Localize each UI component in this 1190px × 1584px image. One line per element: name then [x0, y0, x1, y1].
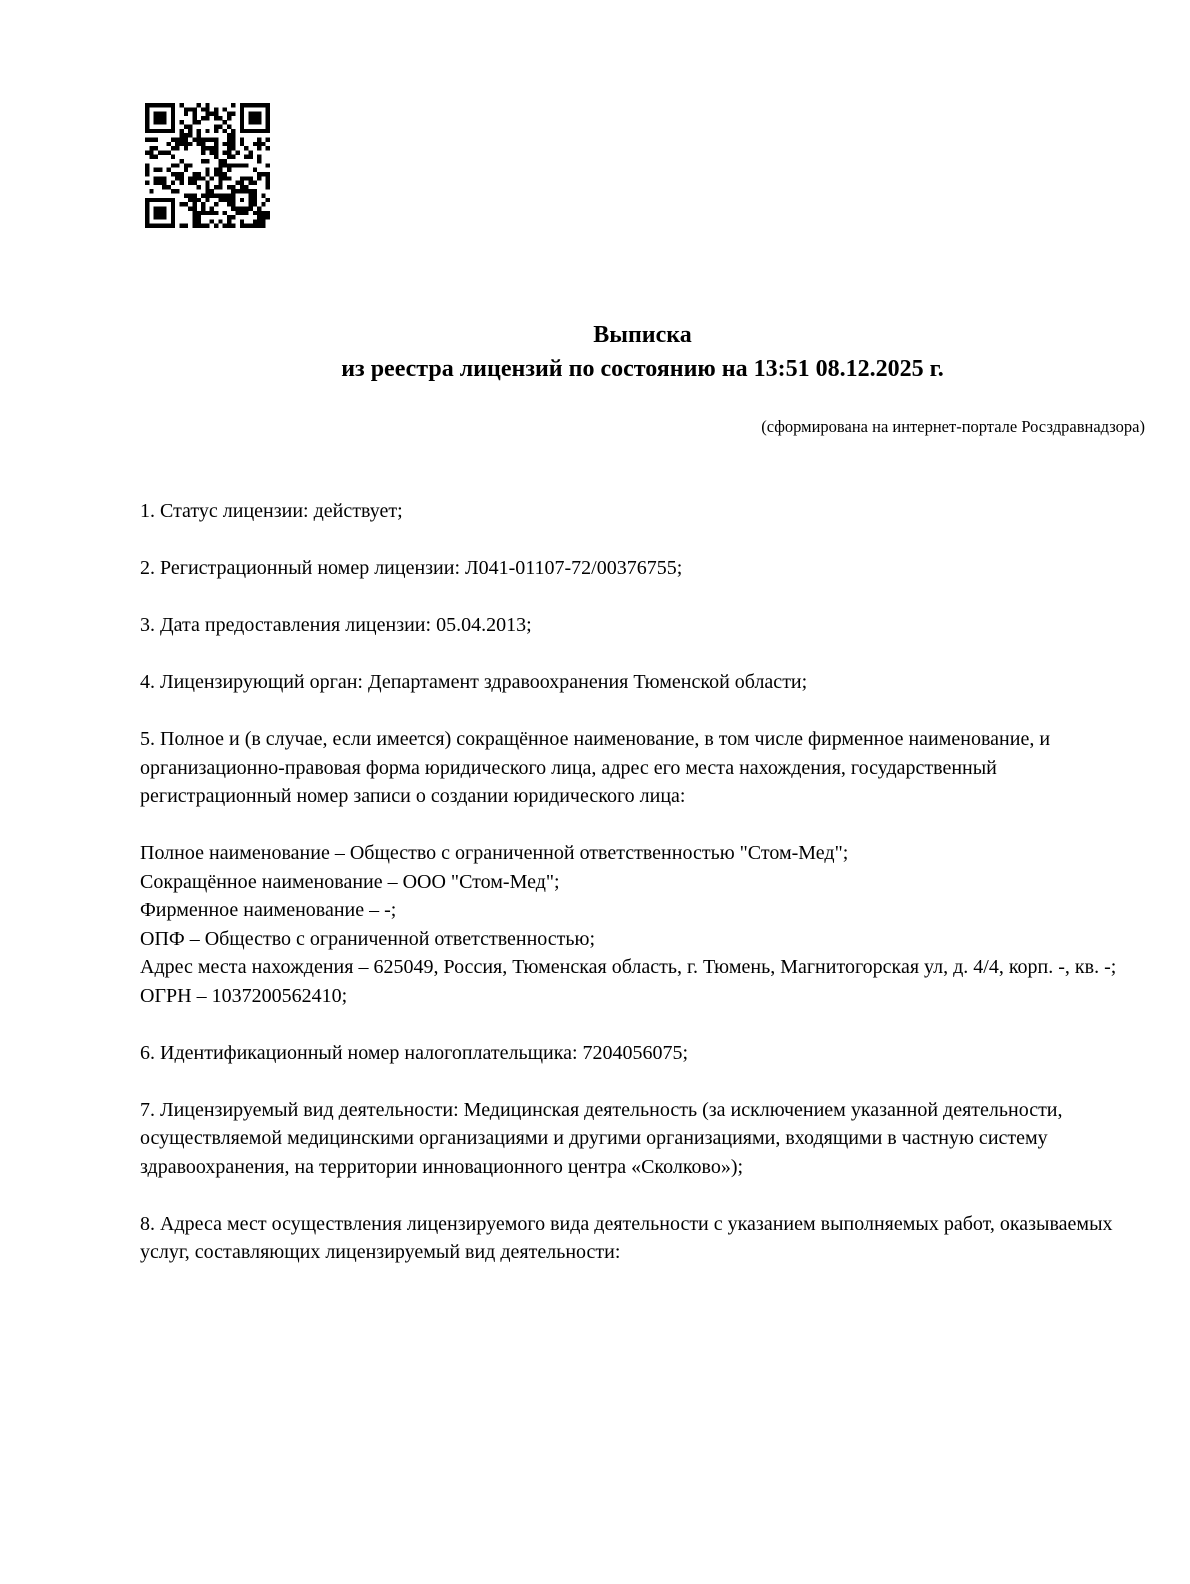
- item-addresses-intro: 8. Адреса мест осуществления лицензируемого вида деятельности с указанием выполняемых работ, оказываемых услуг, составляющих лицензируемый вид деятельности:: [140, 1212, 1113, 1263]
- org-legal-form: ОПФ – Общество с ограниченной ответственностью;: [140, 927, 596, 950]
- title-line-1: Выписка: [593, 322, 692, 348]
- document-title: [140, 318, 1145, 386]
- org-details-block: [140, 839, 1140, 1010]
- document-body: [140, 497, 1140, 1295]
- title-line-2: из реестра лицензий по состоянию на 13:51 08.12.2025 г.: [341, 356, 944, 382]
- item-licensing-authority: 4. Лицензирующий орган: Департамент здравоохранения Тюменской области;: [140, 671, 808, 693]
- document-subtitle: (сформирована на интернет-портале Росздравнадзора): [761, 417, 1145, 436]
- org-address: Адрес места нахождения – 625049, Россия, Тюменская область, г. Тюмень, Магнитогорская ул, д. 4/4, корп. -, кв. -;: [140, 956, 1117, 978]
- item-license-status: 1. Статус лицензии: действует;: [140, 500, 403, 522]
- org-ogrn: ОГРН – 1037200562410;: [140, 984, 348, 1007]
- org-full-name: Полное наименование – Общество с ограниченной ответственностью "Стом-Мед";: [140, 842, 849, 864]
- item-registration-number: 2. Регистрационный номер лицензии: Л041-01107-72/00376755;: [140, 557, 683, 579]
- qr-code-icon: [145, 103, 270, 228]
- item-grant-date: 3. Дата предоставления лицензии: 05.04.2013;: [140, 614, 532, 636]
- org-short-name: Сокращённое наименование – ООО "Стом-Мед";: [140, 870, 560, 893]
- org-brand-name: Фирменное наименование – -;: [140, 899, 397, 921]
- item-names-intro: 5. Полное и (в случае, если имеется) сокращённое наименование, в том числе фирменное наименование, и организационно-правовая форма юридического лица, адрес его места нахождения, государственный регистрационный номер записи о создании юридического лица:: [140, 728, 1051, 807]
- item-inn: 6. Идентификационный номер налогоплательщика: 7204056075;: [140, 1041, 689, 1064]
- item-licensed-activity: 7. Лицензируемый вид деятельности: Медицинская деятельность (за исключением указанной деятельности, осуществляемой медицинскими организациями и другими организациями, входящими в частную систему здравоохранения, на территории инновационного центра «Сколково»);: [140, 1098, 1063, 1178]
